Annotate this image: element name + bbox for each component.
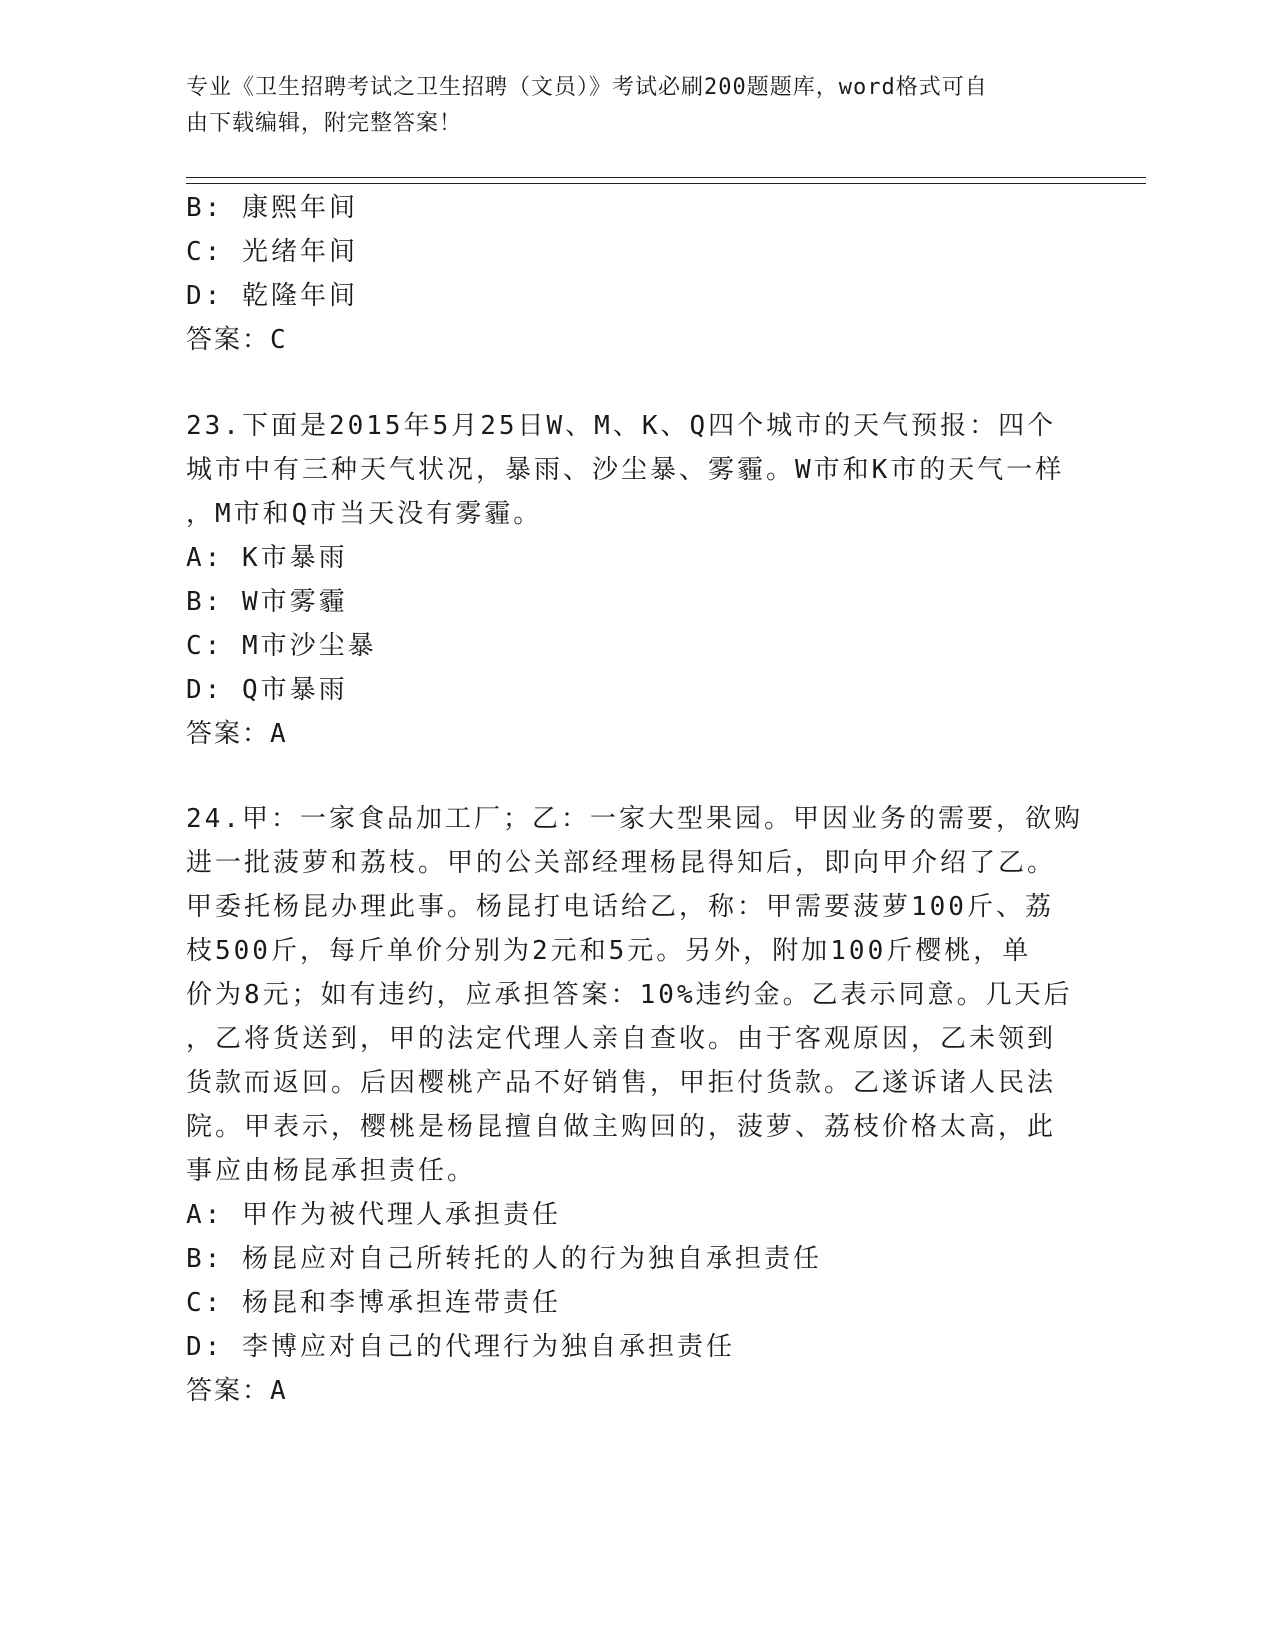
- q22-option-d: D: 乾隆年间: [186, 281, 358, 311]
- q23-option-c: C: M市沙尘暴: [186, 631, 377, 661]
- q24-text-line: 枝500斤，每斤单价分别为2元和5元。另外，附加100斤樱桃，单: [186, 936, 1032, 966]
- q23-option-d: D: Q市暴雨: [186, 675, 348, 705]
- q24-option-d: D: 李博应对自己的代理行为独自承担责任: [186, 1332, 735, 1362]
- q24-option-b: B: 杨昆应对自己所转托的人的行为独自承担责任: [186, 1244, 822, 1274]
- q24-text-line: 事应由杨昆承担责任。: [186, 1156, 477, 1186]
- q22-option-c: C: 光绪年间: [186, 237, 358, 267]
- q24-answer: 答案：A: [186, 1376, 288, 1406]
- q24-text-line: 24.甲：一家食品加工厂；乙：一家大型果园。甲因业务的需要，欲购: [186, 804, 1083, 834]
- header-line-1: 专业《卫生招聘考试之卫生招聘（文员）》考试必刷200题题库，word格式可自: [186, 75, 988, 100]
- q22-answer: 答案：C: [186, 325, 288, 355]
- q23-text-line: ，M市和Q市当天没有雾霾。: [186, 499, 543, 529]
- q24-text-line: 院。甲表示，樱桃是杨昆擅自做主购回的，菠萝、荔枝价格太高，此: [186, 1112, 1057, 1142]
- q23-text-line: 城市中有三种天气状况，暴雨、沙尘暴、雾霾。W市和K市的天气一样: [186, 455, 1065, 485]
- q24-option-c: C: 杨昆和李博承担连带责任: [186, 1288, 561, 1318]
- q24-text-line: ，乙将货送到，甲的法定代理人亲自查收。由于客观原因，乙未领到: [186, 1024, 1057, 1054]
- q23-text-line: 23.下面是2015年5月25日W、M、K、Q四个城市的天气预报：四个: [186, 411, 1057, 441]
- q23-option-a: A: K市暴雨: [186, 543, 348, 573]
- q23-option-b: B: W市雾霾: [186, 587, 348, 617]
- document-header: [186, 70, 1086, 142]
- q23-answer: 答案：A: [186, 719, 288, 749]
- header-line-2: 由下载编辑，附完整答案！: [186, 111, 463, 136]
- q24-text-line: 甲委托杨昆办理此事。杨昆打电话给乙，称：甲需要菠萝100斤、荔: [186, 892, 1054, 922]
- q22-option-b: B: 康熙年间: [186, 193, 358, 223]
- header-divider-top: [186, 177, 1146, 178]
- q24-text-line: 货款而返回。后因樱桃产品不好销售，甲拒付货款。乙遂诉诸人民法: [186, 1068, 1057, 1098]
- q24-text-line: 进一批菠萝和荔枝。甲的公关部经理杨昆得知后，即向甲介绍了乙。: [186, 848, 1057, 878]
- q24-text-line: 价为8元；如有违约，应承担答案：10%违约金。乙表示同意。几天后: [186, 980, 1073, 1010]
- header-divider-bottom: [186, 183, 1146, 184]
- q24-option-a: A: 甲作为被代理人承担责任: [186, 1200, 561, 1230]
